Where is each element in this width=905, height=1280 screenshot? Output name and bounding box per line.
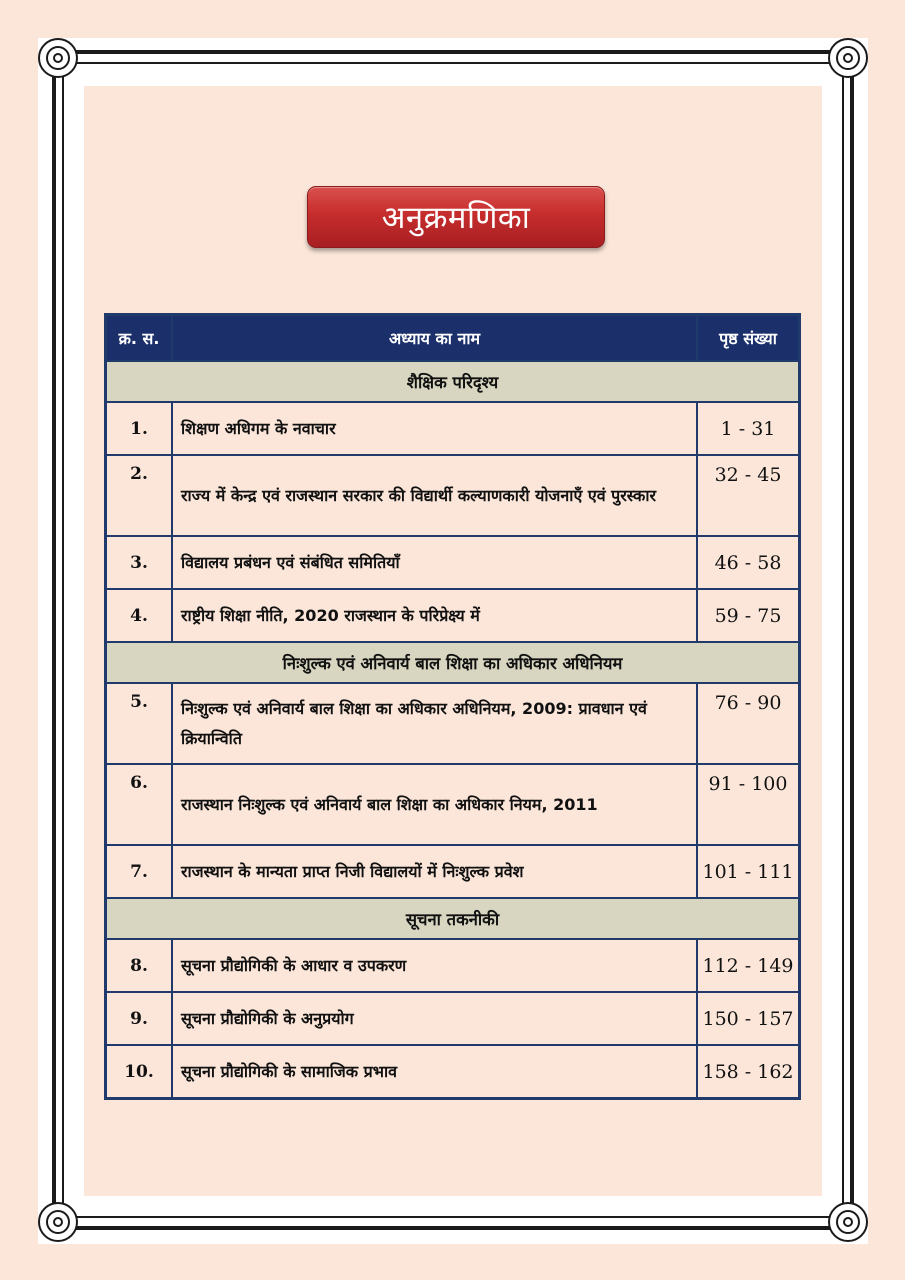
table-row [106,455,799,536]
frame-left-inner-line [62,58,64,1222]
section-heading: सूचना तकनीकी [106,898,799,939]
chapter-link[interactable]: राष्ट्रीय शिक्षा नीति, 2020 राजस्थान के परिप्रेक्ष्य में [172,589,697,642]
frame-top-inner-line [58,62,848,64]
chapter-link[interactable]: शिक्षण अधिगम के नवाचार [172,402,697,455]
table-row [106,683,799,764]
section-heading: निःशुल्क एवं अनिवार्य बाल शिक्षा का अधिकार अधिनियम [106,642,799,683]
page-range: 101 - 111 [697,845,799,898]
table-row [106,845,799,898]
header-page: पृष्ठ संख्या [697,315,799,361]
page-range: 158 - 162 [697,1045,799,1098]
chapter-link[interactable]: राजस्थान निःशुल्क एवं अनिवार्य बाल शिक्षा का अधिकार नियम, 2011 [172,764,697,845]
chapter-link[interactable]: सूचना प्रौद्योगिकी के सामाजिक प्रभाव [172,1045,697,1098]
row-number: 8. [106,939,172,992]
chapter-link[interactable]: निःशुल्क एवं अनिवार्य बाल शिक्षा का अधिकार अधिनियम, 2009: प्रावधान एवं क्रियान्विति [172,683,697,764]
chapter-link[interactable]: विद्यालय प्रबंधन एवं संबंधित समितियाँ [172,536,697,589]
frame-left-line [52,58,56,1222]
row-number: 9. [106,992,172,1045]
page-range: 150 - 157 [697,992,799,1045]
frame-bottom-line [58,1226,848,1230]
row-number: 4. [106,589,172,642]
row-number: 2. [106,455,172,536]
row-number: 3. [106,536,172,589]
row-number: 7. [106,845,172,898]
corner-ornament-bottom-left [38,1202,78,1242]
chapter-link[interactable]: राजस्थान के मान्यता प्राप्त निजी विद्यालयों में निःशुल्क प्रवेश [172,845,697,898]
table-row [106,992,799,1045]
page-range: 91 - 100 [697,764,799,845]
row-number: 6. [106,764,172,845]
table-row [106,764,799,845]
page-range: 32 - 45 [697,455,799,536]
frame-right-line [850,58,854,1222]
row-number: 1. [106,402,172,455]
row-number: 5. [106,683,172,764]
table-row [106,589,799,642]
corner-ornament-top-right [828,38,868,78]
page-range: 59 - 75 [697,589,799,642]
header-serial: क्र. स. [106,315,172,361]
table-row [106,536,799,589]
page-range: 76 - 90 [697,683,799,764]
table-row [106,1045,799,1098]
table-header-row [106,315,799,361]
frame-bottom-inner-line [58,1216,848,1218]
page-range: 1 - 31 [697,402,799,455]
contents-table [104,313,801,1100]
frame-top-line [58,50,848,54]
page-range: 46 - 58 [697,536,799,589]
section-heading: शैक्षिक परिदृश्य [106,361,799,402]
row-number: 10. [106,1045,172,1098]
table-row [106,402,799,455]
section-heading-row [106,642,799,683]
page-title: अनुक्रमणिका [307,186,605,248]
table-row [106,939,799,992]
chapter-link[interactable]: सूचना प्रौद्योगिकी के आधार व उपकरण [172,939,697,992]
header-chapter: अध्याय का नाम [172,315,697,361]
page-range: 112 - 149 [697,939,799,992]
corner-ornament-bottom-right [828,1202,868,1242]
chapter-link[interactable]: राज्य में केन्द्र एवं राजस्थान सरकार की विद्यार्थी कल्याणकारी योजनाएँ एवं पुरस्कार [172,455,697,536]
section-heading-row [106,898,799,939]
section-heading-row [106,361,799,402]
frame-right-inner-line [842,58,844,1222]
corner-ornament-top-left [38,38,78,78]
chapter-link[interactable]: सूचना प्रौद्योगिकी के अनुप्रयोग [172,992,697,1045]
